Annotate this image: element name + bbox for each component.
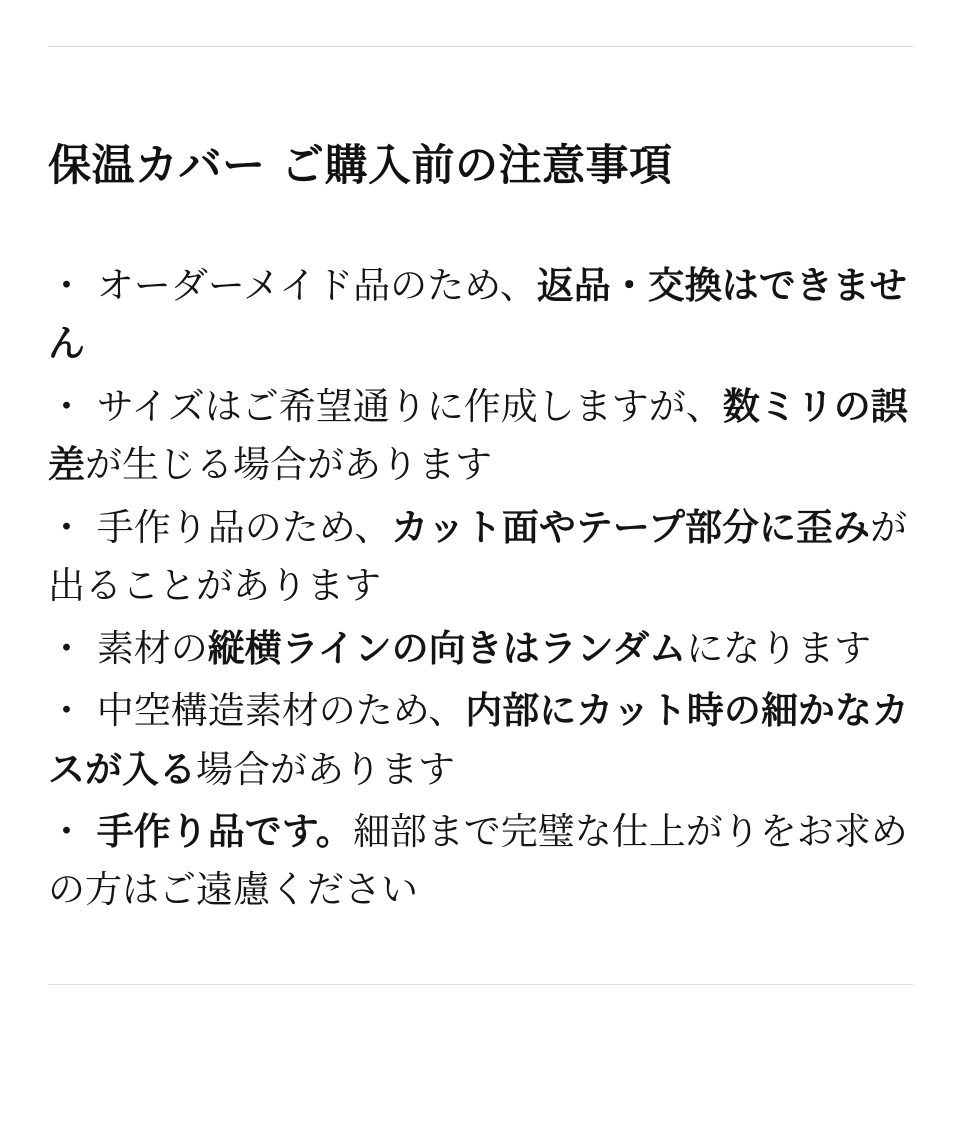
notice-item	[48, 803, 913, 920]
notice-emphasis: 数ミリの誤差	[48, 384, 908, 487]
notice-item	[48, 499, 913, 616]
notice-text: ・ オーダーメイド品のため、	[48, 263, 537, 307]
notice-item	[48, 682, 913, 799]
notice-text: ・	[48, 809, 97, 853]
notice-item	[48, 620, 913, 678]
notice-text: ・ 素材の	[48, 626, 208, 670]
notice-text: ・ 手作り品のため、	[48, 505, 392, 549]
notice-text: 場合があります	[196, 747, 455, 791]
notice-emphasis: 返品・交換はできません	[48, 263, 907, 366]
document-content	[0, 139, 961, 920]
notice-text: 細部まで完璧な仕上がりをお求めの方はご遠慮ください	[48, 809, 908, 912]
notice-text: が生じる場合があります	[85, 443, 492, 487]
notice-emphasis: カット面やテープ部分に歪み	[391, 505, 871, 549]
document-page	[0, 46, 961, 1126]
notice-item	[48, 378, 913, 495]
notice-emphasis: 縦横ラインの向きはランダム	[207, 626, 687, 670]
notice-text: ・ サイズはご希望通りに作成しますが、	[48, 384, 723, 428]
notice-text: になります	[686, 626, 872, 670]
divider-top	[48, 46, 913, 47]
divider-bottom	[48, 984, 913, 985]
notice-item	[48, 257, 913, 374]
notice-text: が出ることがあります	[48, 505, 908, 608]
notice-list	[48, 257, 913, 920]
notice-text: ・ 中空構造素材のため、	[48, 689, 466, 733]
notice-emphasis: 内部にカット時の細かなカスが入る	[48, 689, 909, 791]
notice-emphasis: 手作り品です。	[96, 809, 353, 853]
page-title: 保温カバー ご購入前の注意事項	[48, 141, 673, 191]
